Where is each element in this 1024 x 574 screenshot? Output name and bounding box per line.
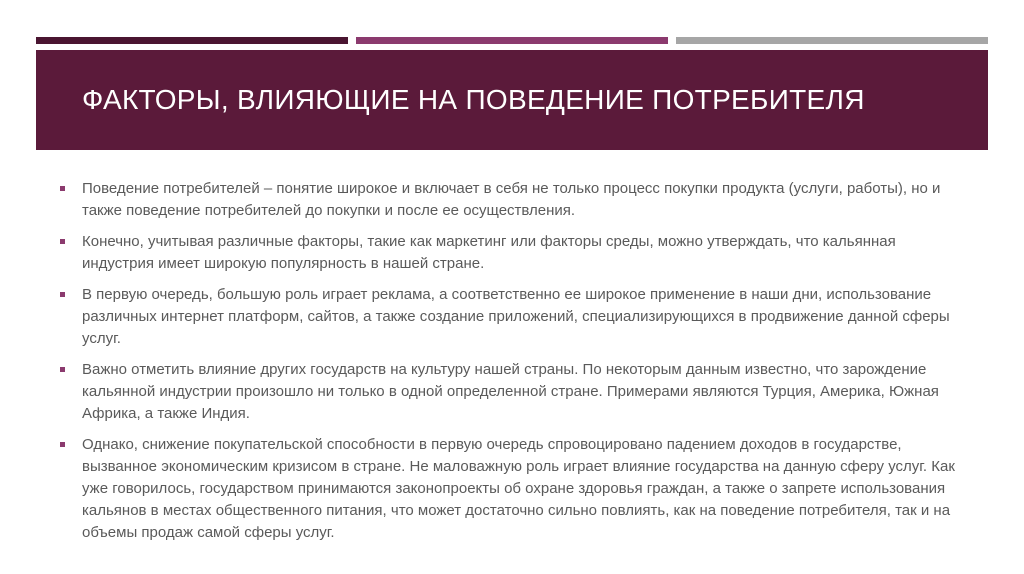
top-accent-bar-dark [36,37,348,44]
title-band [36,50,988,150]
bullet-text: Конечно, учитывая различные факторы, такие как маркетинг или факторы среды, можно утверждать, что кальянная индустрия имеет широкую популярность в нашей стране. [82,233,896,272]
bullet-text: Поведение потребителей – понятие широкое и включает в себя не только процесс покупки продукта (услуги, работы), но и также поведение потребителей до покупки и после ее осуществления. [82,180,941,219]
square-bullet-icon [60,186,65,191]
square-bullet-icon [60,239,65,244]
top-accent-bar-purple [356,37,668,44]
bullet-item [60,434,960,544]
bullet-text: В первую очередь, большую роль играет реклама, а соответственно ее широкое применение в наши дни, использование различных интернет платформ, сайтов, а также создание приложений, специализирующихся в продвижение данной сферы услуг. [82,286,950,347]
square-bullet-icon [60,292,65,297]
bullet-list [60,178,960,553]
bullet-text: Однако, снижение покупательской способности в первую очередь спровоцировано падением доходов в государстве, вызванное экономическим кризисом в стране. Не маловажную роль играет влияние государства на данную сферу услуг. Как уже говорилось, государством принимаются законопроекты об охране здоровья граждан, а также о запрете использования кальянов в местах общественного питания, что может достаточно сильно повлиять, как на поведение потребителя, так и на объемы продаж самой сферы услуг. [82,436,955,541]
square-bullet-icon [60,442,65,447]
top-accent-bar-gray [676,37,988,44]
slide-title: ФАКТОРЫ, ВЛИЯЮЩИЕ НА ПОВЕДЕНИЕ ПОТРЕБИТЕЛЯ [82,84,865,115]
bullet-text: Важно отметить влияние других государств на культуру нашей страны. По некоторым данным известно, что зарождение кальянной индустрии произошло ни только в одной определенной стране. Примерами являются Турция, Америка, Южная Африка, а также Индия. [82,361,939,422]
bullet-item [60,359,960,425]
square-bullet-icon [60,367,65,372]
bullet-item [60,231,960,275]
bullet-item [60,284,960,350]
bullet-item [60,178,960,222]
